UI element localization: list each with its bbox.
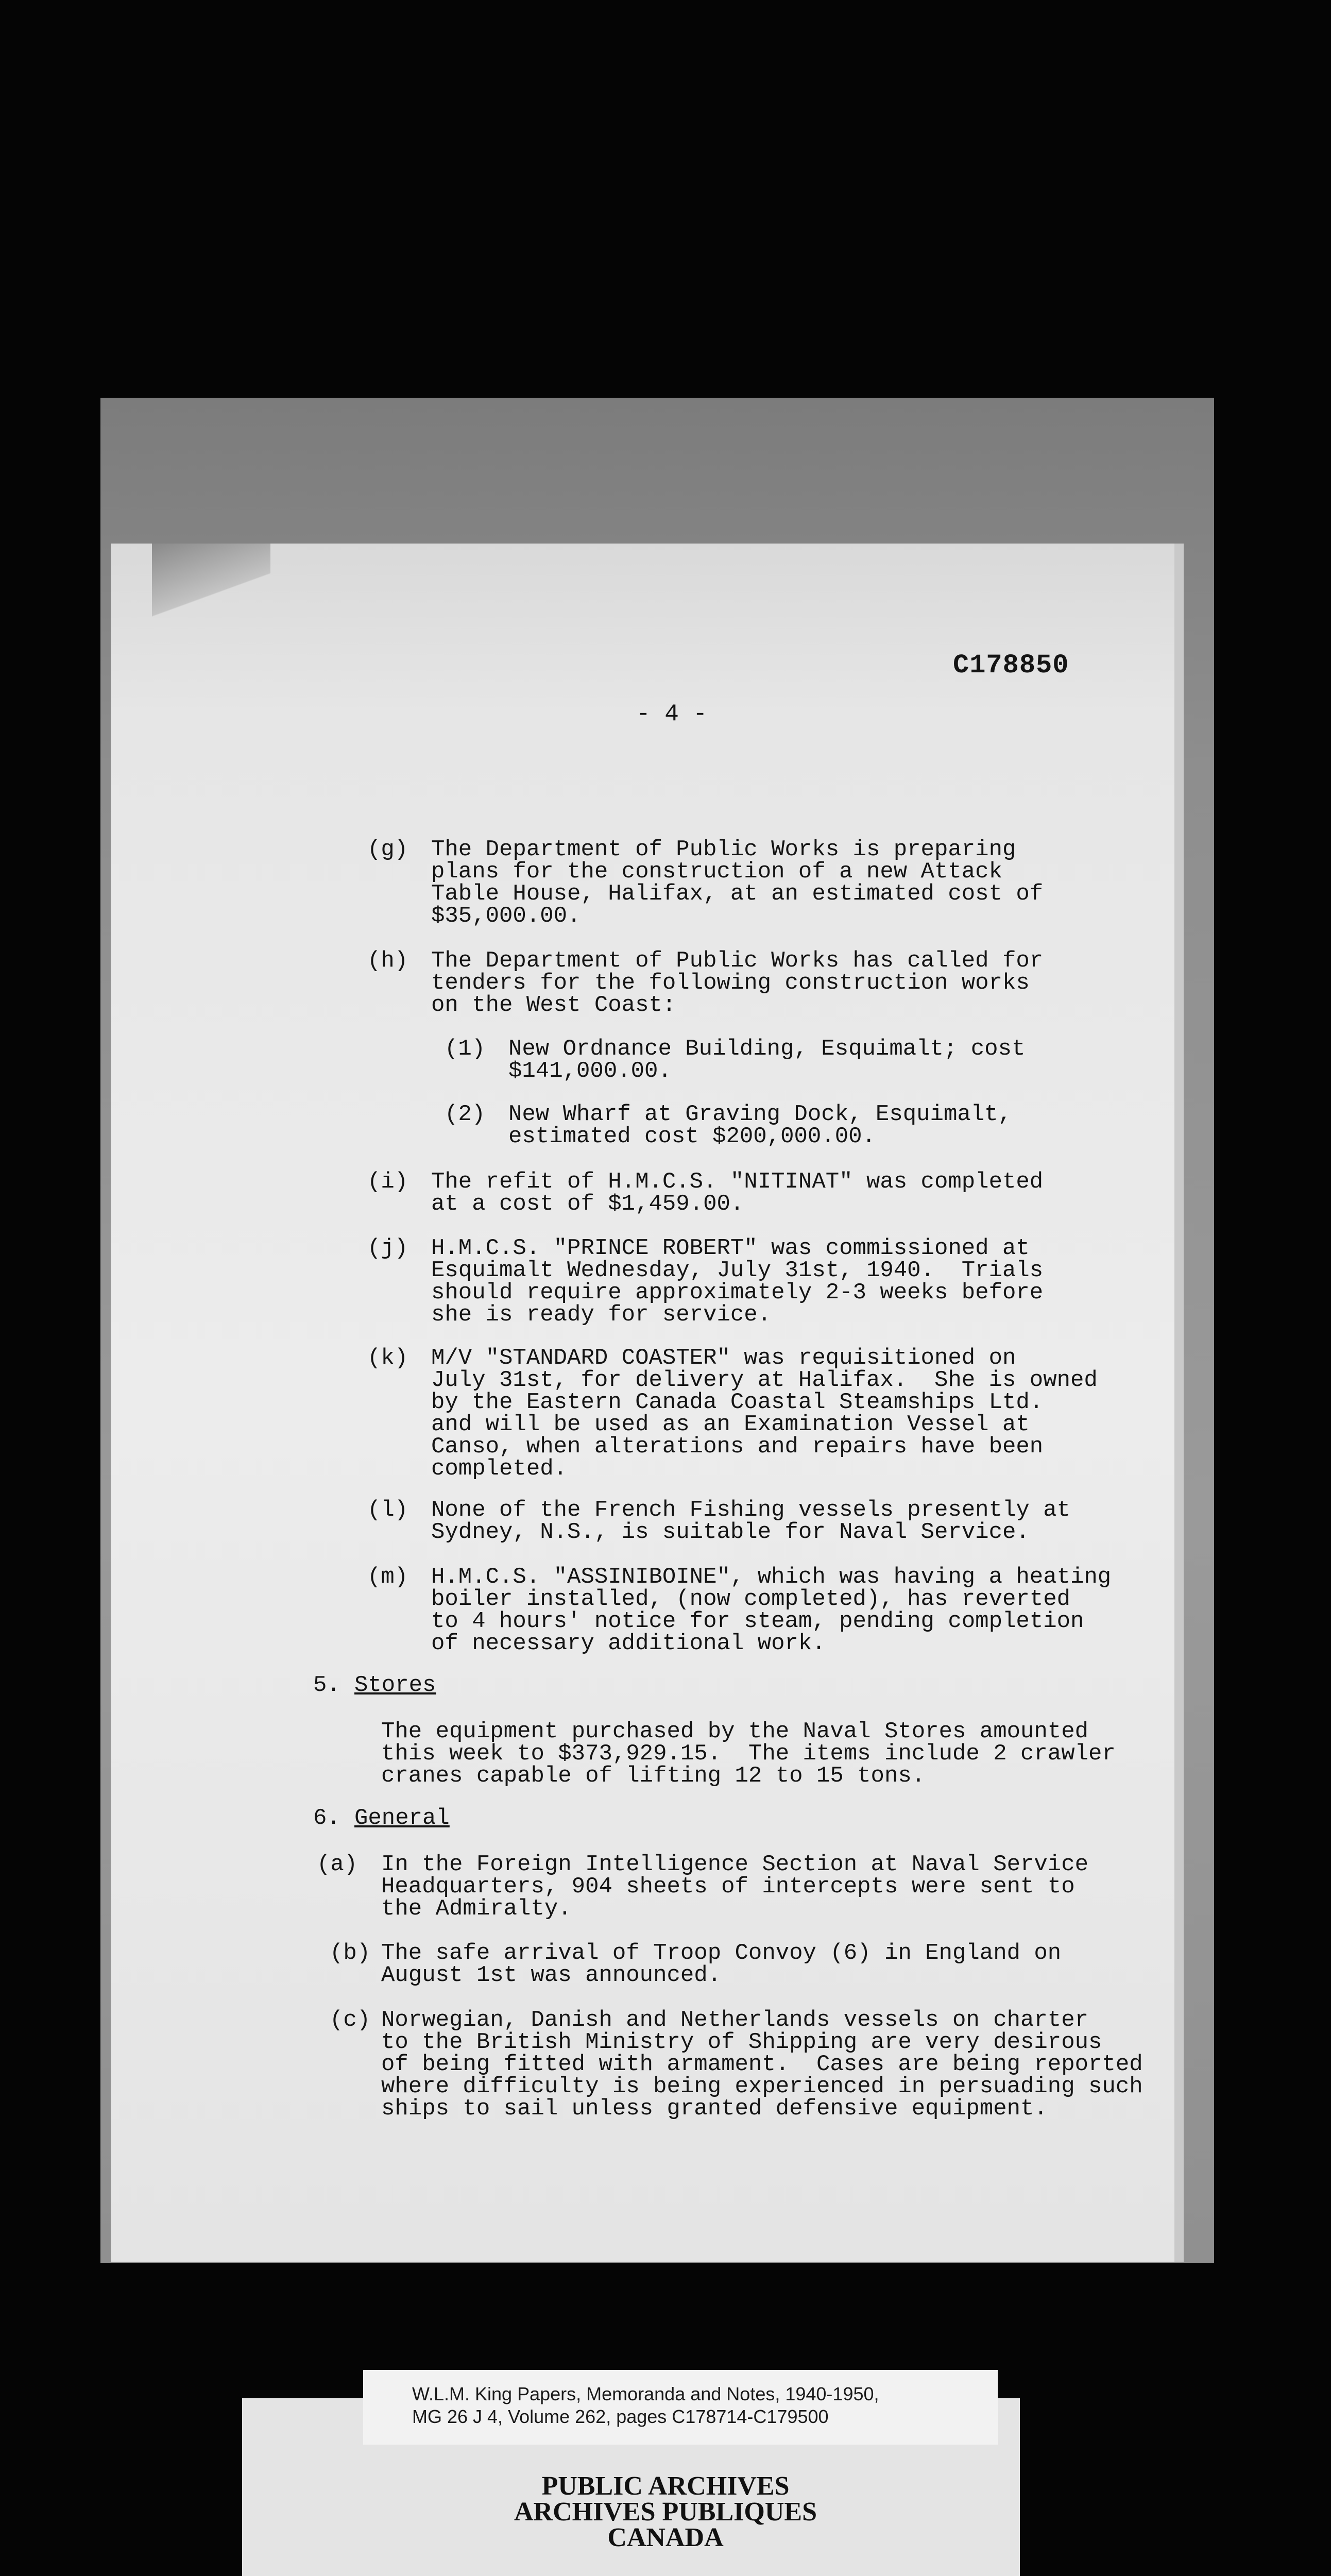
item-label: (b) xyxy=(330,1940,371,1966)
stamp-line-2: ARCHIVES PUBLIQUES xyxy=(514,2497,817,2527)
item-text: The Department of Public Works is preparing plans for the construction of a new Attack Table House, Halifax, at an estimated cost of $35,000.00. xyxy=(431,837,1044,929)
section-number: 6. xyxy=(313,1805,340,1831)
reference-number: C178850 xyxy=(953,650,1069,681)
item-label: (m) xyxy=(367,1564,408,1590)
item-text: H.M.C.S. "PRINCE ROBERT" was commissioned at Esquimalt Wednesday, July 31st, 1940. Trials should require approximately 2-3 weeks before she is ready for service. xyxy=(431,1235,1044,1328)
item-label: (c) xyxy=(330,2007,371,2033)
item-label: (k) xyxy=(367,1345,408,1371)
citation-line-2: MG 26 J 4, Volume 262, pages C178714-C179500 xyxy=(412,2406,829,2427)
item-label: (1) xyxy=(445,1036,486,1062)
item-text: H.M.C.S. "ASSINIBOINE", which was having a heating boiler installed, (now completed), has reverted to 4 hours' notice for steam, pending completion of necessary additional work. xyxy=(431,1564,1112,1656)
section-text: The equipment purchased by the Naval Stores amounted this week to $373,929.15. The items include 2 crawler cranes capable of lifting 12 to 15 tons. xyxy=(381,1719,1116,1789)
stamp-line-3: CANADA xyxy=(607,2523,724,2552)
item-label: (g) xyxy=(367,837,408,862)
page-number: - 4 - xyxy=(636,701,708,727)
item-text: The refit of H.M.C.S. "NITINAT" was completed at a cost of $1,459.00. xyxy=(431,1169,1044,1217)
item-label: (i) xyxy=(367,1169,408,1195)
item-label: (2) xyxy=(445,1101,486,1127)
item-text: Norwegian, Danish and Netherlands vessels on charter to the British Ministry of Shipping are very desirous of being fitted with armament. Cases are being reported where difficulty is being experienced in persuading such ships to sail unless granted defensive equipment. xyxy=(381,2007,1143,2122)
section-heading-stores: Stores xyxy=(354,1672,436,1698)
section-heading-general: General xyxy=(354,1805,450,1831)
document-page xyxy=(111,544,1184,2262)
item-text: New Ordnance Building, Esquimalt; cost $141,000.00. xyxy=(508,1036,1026,1084)
item-label: (a) xyxy=(317,1852,358,1877)
item-text: M/V "STANDARD COASTER" was requisitioned on July 31st, for delivery at Halifax. She is owned by the Eastern Canada Coastal Steamships Ltd. and will be used as an Examination Vessel at Canso, when alterations and repairs have been completed. xyxy=(431,1345,1098,1482)
stamp-line-1: PUBLIC ARCHIVES xyxy=(541,2471,790,2501)
item-label: (h) xyxy=(367,948,408,974)
item-text: The safe arrival of Troop Convoy (6) in England on August 1st was announced. xyxy=(381,1940,1062,1988)
item-text: The Department of Public Works has called for tenders for the following construction works on the West Coast: xyxy=(431,948,1044,1018)
item-label: (l) xyxy=(367,1497,408,1523)
section-number: 5. xyxy=(313,1672,340,1698)
citation-line-1: W.L.M. King Papers, Memoranda and Notes, 1940-1950, xyxy=(412,2383,879,2404)
item-text: None of the French Fishing vessels presently at Sydney, N.S., is suitable for Naval Service. xyxy=(431,1497,1071,1545)
item-label: (j) xyxy=(367,1235,408,1261)
item-text: New Wharf at Graving Dock, Esquimalt, estimated cost $200,000.00. xyxy=(508,1101,1012,1149)
torn-corner xyxy=(152,544,270,621)
citation-text xyxy=(412,2383,1004,2428)
item-text: In the Foreign Intelligence Section at Naval Service Headquarters, 904 sheets of intercepts were sent to the Admiralty. xyxy=(381,1852,1089,1922)
